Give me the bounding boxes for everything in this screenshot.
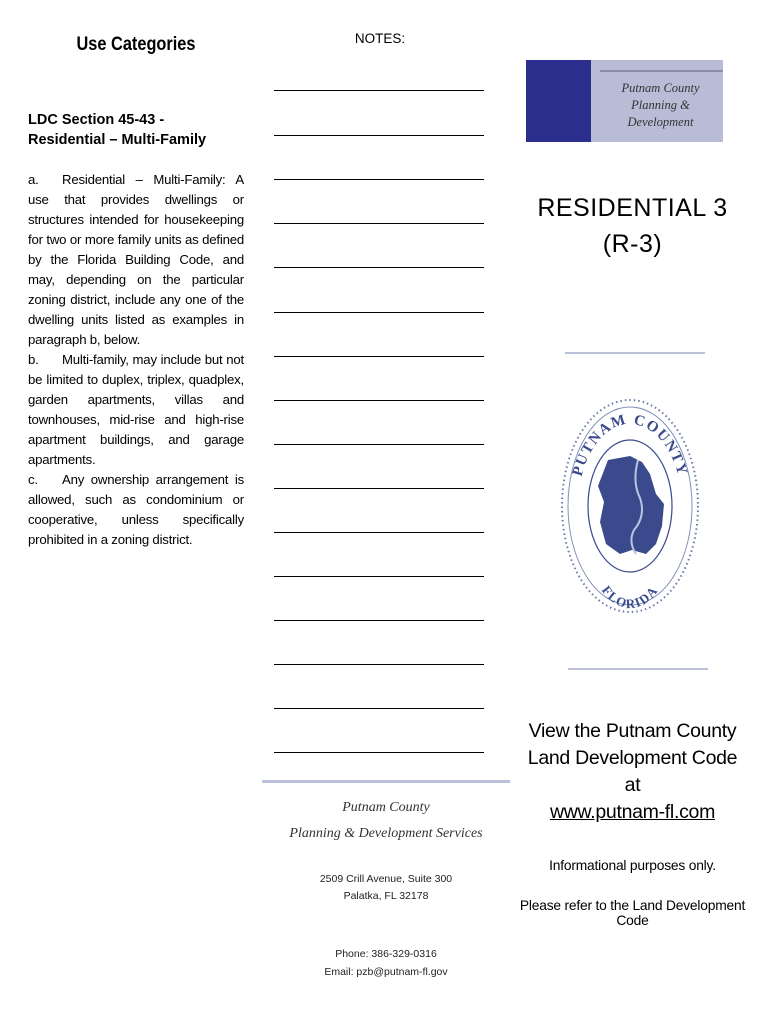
- use-categories-title: Use Categories: [76, 34, 196, 55]
- note-line: [274, 267, 484, 268]
- notes-panel: [262, 0, 512, 1024]
- note-line: [274, 400, 484, 401]
- paragraph-text: Any ownership arrangement is allowed, such as condominium or cooperative, unless specifically prohibited in a zoning district.: [28, 472, 244, 547]
- note-line: [274, 312, 484, 313]
- banner-dark-block: [526, 60, 591, 142]
- divider: [565, 352, 705, 354]
- note-line: [274, 179, 484, 180]
- view-line1: View the Putnam County: [528, 720, 737, 742]
- website-link[interactable]: www.putnam-fl.com: [549, 801, 716, 823]
- note-line: [274, 488, 484, 489]
- paragraph-text: Residential – Multi-Family: A use that provides dwellings or structures intended for housekeeping for two or more family units as defined by the Florida Building Code, and may, depending on the particular zoning district, include any one of the dwelling units listed as examples in paragraph b, below.: [28, 172, 244, 347]
- note-line: [274, 664, 484, 665]
- district-title: [520, 190, 745, 262]
- view-ldc-text: [520, 718, 745, 826]
- ldc-section-heading: LDC Section 45-43 - Residential – Multi-Family: [28, 112, 207, 148]
- info-line2: Please refer to the Land Development Code: [519, 898, 746, 928]
- address-line1: 2509 Crill Avenue, Suite 300: [319, 873, 453, 885]
- district-title-line2: (R-3): [602, 230, 663, 258]
- note-line: [274, 576, 484, 577]
- notes-title: NOTES:: [354, 31, 406, 46]
- info-line1: Informational purposes only.: [549, 858, 716, 873]
- paragraph-a: [28, 170, 244, 350]
- divider: [262, 780, 510, 783]
- note-line: [274, 90, 484, 91]
- county-seal: [560, 398, 700, 614]
- note-line: [274, 752, 484, 753]
- seal-top-text: PUTNAM COUNTY: [569, 411, 691, 479]
- note-line: [274, 620, 484, 621]
- note-line: [274, 135, 484, 136]
- service-name-line2: Planning & Development Services: [289, 826, 483, 841]
- paragraph-b: [28, 350, 244, 470]
- banner-line2: Planning & Development: [627, 98, 694, 129]
- email: Email: pzb@putnam-fl.gov: [324, 966, 448, 978]
- phone: Phone: 386-329-0316: [335, 948, 437, 960]
- paragraph-label: a.: [28, 172, 39, 187]
- district-title-line1: RESIDENTIAL 3: [537, 194, 728, 222]
- paragraph-label: b.: [28, 352, 39, 367]
- note-line: [274, 708, 484, 709]
- note-line: [274, 223, 484, 224]
- divider: [568, 668, 708, 670]
- paragraph-label: c.: [28, 472, 38, 487]
- banner-line1: Putnam County: [621, 81, 700, 95]
- note-line: [274, 356, 484, 357]
- paragraph-c: [28, 470, 244, 550]
- paragraph-text: Multi-family, may include but not be limited to duplex, triplex, quadplex, garden apartments, villas and townhouses, mid-rise and high-rise apartment buildings, and garage apartments.: [28, 352, 244, 467]
- header-banner: [526, 60, 723, 142]
- service-name-line1: Putnam County: [342, 800, 430, 815]
- banner-rule: [600, 70, 723, 72]
- address-line2: Palatka, FL 32178: [343, 890, 429, 902]
- use-categories-panel: [28, 0, 244, 1024]
- banner-text: [598, 80, 723, 131]
- seal-bottom-text: FLORIDA: [598, 582, 662, 612]
- view-line2: Land Development Code at: [527, 747, 738, 796]
- cover-panel: [520, 0, 755, 1024]
- note-line: [274, 532, 484, 533]
- note-line: [274, 444, 484, 445]
